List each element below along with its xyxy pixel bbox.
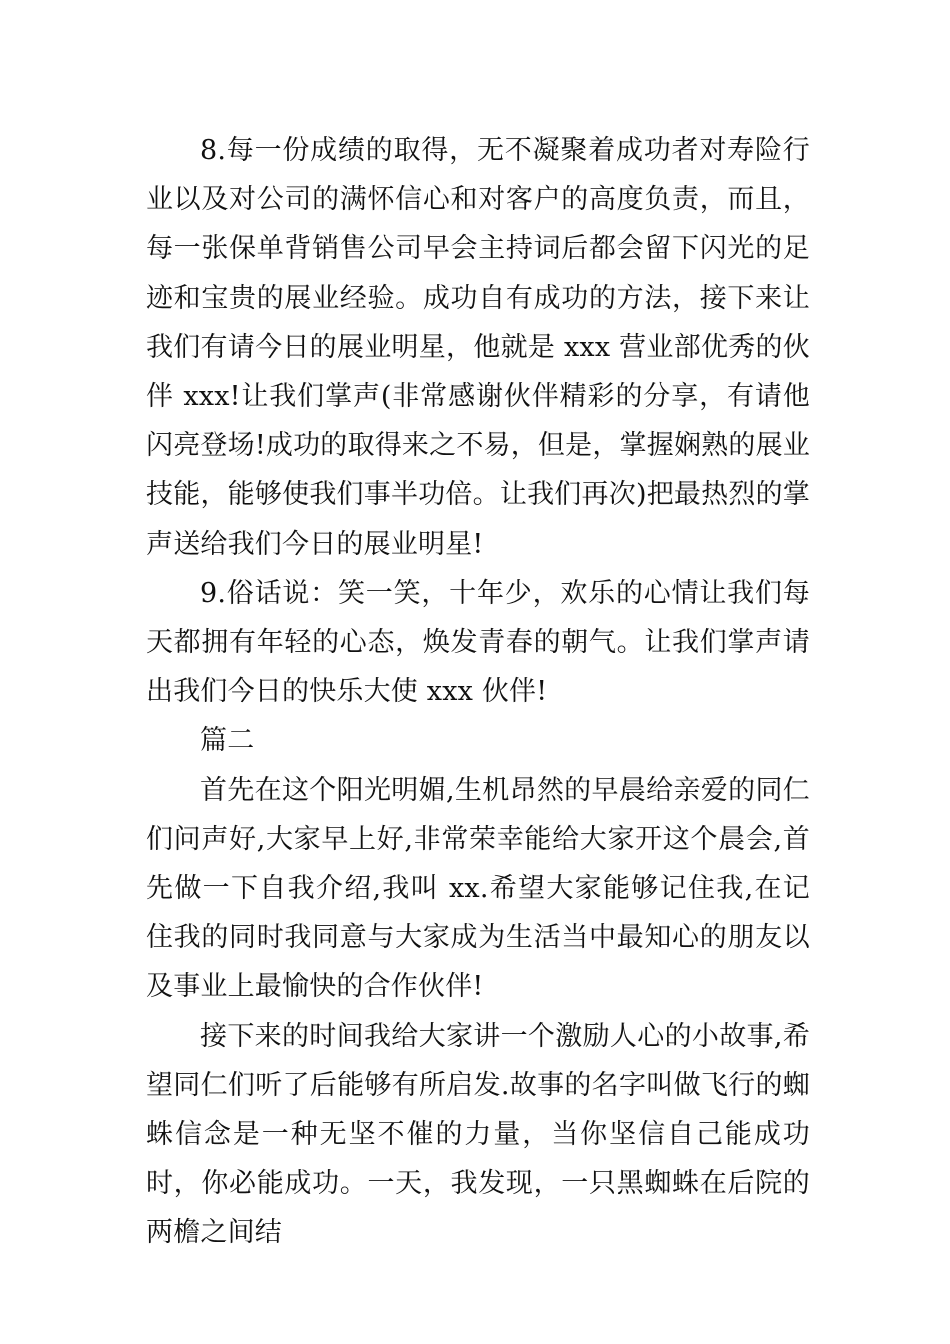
- paragraph-story: 接下来的时间我给大家讲一个激励人心的小故事,希望同仁们听了后能够有所启发.故事的名字叫做飞行的蜘蛛信念是一种无坚不催的力量，当你坚信自己能成功时，你必能成功。一天，我发现，一只黑蜘蛛在后院的两檐之间结: [146, 1020, 810, 1249]
- paragraph-intro: 首先在这个阳光明媚,生机昂然的早晨给亲爱的同仁们问声好,大家早上好,非常荣幸能给大家开这个晨会,首先做一下自我介绍,我叫 xx.希望大家能够记住我,在记住我的同时我同意与大家成为生活当中最知心的朋友以及事业上最愉快的合作伙伴!: [146, 774, 810, 1003]
- section-heading: 篇二: [200, 725, 255, 757]
- paragraph-8: 8.每一份成绩的取得，无不凝聚着成功者对寿险行业以及对公司的满怀信心和对客户的高度负责，而且，每一张保单背销售公司早会主持词后都会留下闪光的足迹和宝贵的展业经验。成功自有成功的方法，接下来让我们有请今日的展业明星，他就是 xxx 营业部优秀的伙伴 xxx!让我们掌声(非常感谢伙伴精彩的分享，有请他闪亮登场!成功的取得来之不易，但是，掌握娴熟的展业技能，能够使我们事半功倍。让我们再次)把最热烈的掌声送给我们今日的展业明星!: [146, 135, 810, 560]
- document-page: [146, 126, 810, 1258]
- paragraph-9: 9.俗话说：笑一笑，十年少，欢乐的心情让我们每天都拥有年轻的心态，焕发青春的朝气。让我们掌声请出我们今日的快乐大使 xxx 伙伴!: [146, 577, 810, 708]
